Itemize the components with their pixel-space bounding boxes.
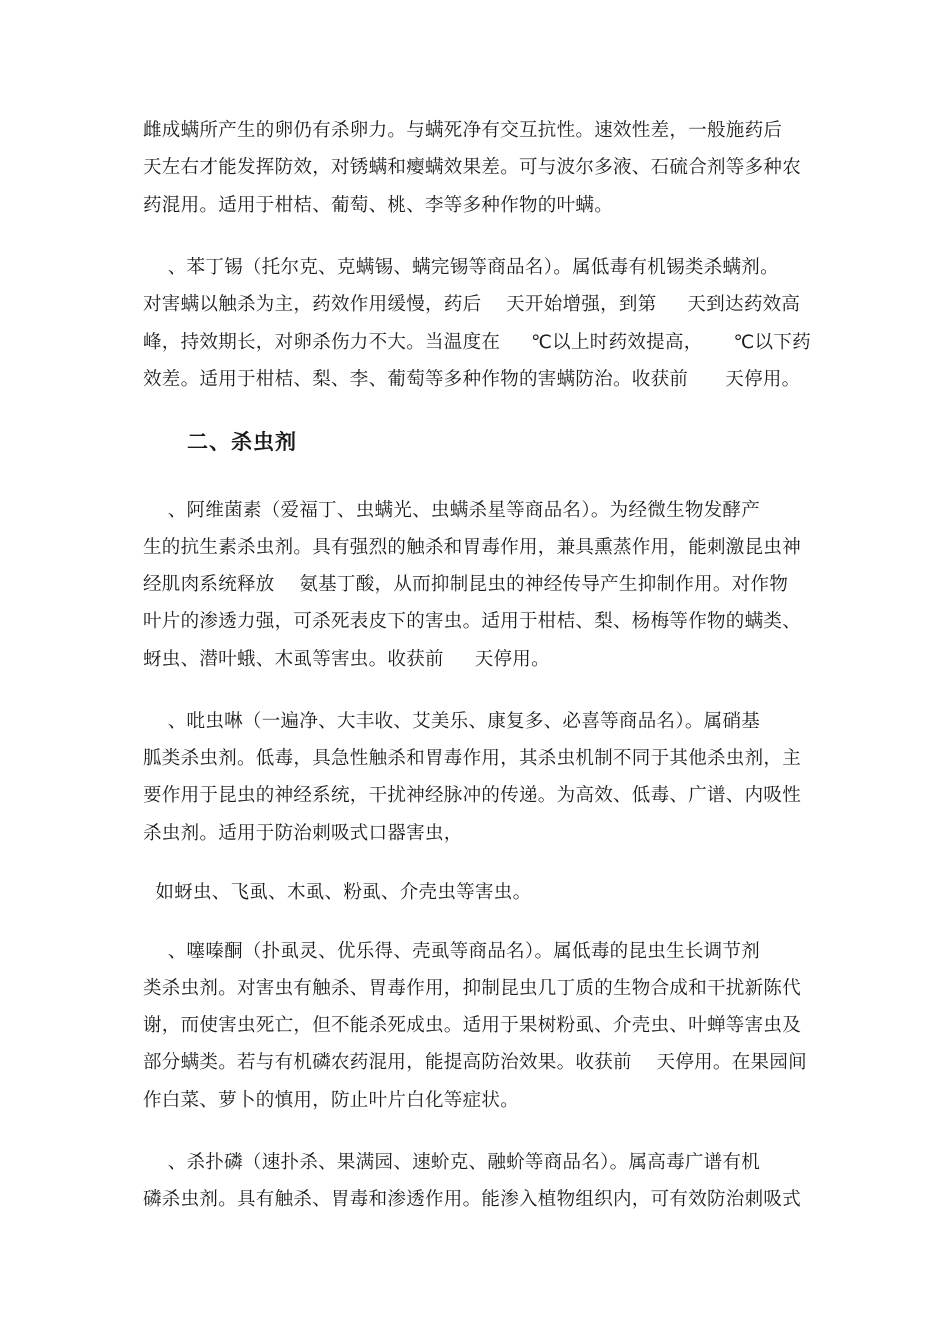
paragraph-1-line-1: 雌成螨所产生的卵仍有杀卵力。与螨死净有交互抗性。速效性差，一般施药后 xyxy=(143,120,783,141)
paragraph-6-line-3: 谢，而使害虫死亡，但不能杀死成虫。适用于果树粉虱、介壳虫、叶蝉等害虫及 xyxy=(143,1015,802,1036)
paragraph-7-line-1: 、杀扑磷（速扑杀、果满园、速蚧克、融蚧等商品名）。属高毒广谱有机 xyxy=(143,1152,761,1173)
paragraph-5-line-1: 如蚜虫、飞虱、木虱、粉虱、介壳虫等害虫。 xyxy=(143,882,532,903)
paragraph-6-line-1: 、噻嗪酮（扑虱灵、优乐得、壳虱等商品名）。属低毒的昆虫生长调节剂 xyxy=(143,941,761,962)
paragraph-3-line-5: 蚜虫、潜叶蛾、木虱等害虫。收获前 天停用。 xyxy=(143,649,550,670)
paragraph-3-line-4: 叶片的渗透力强，可杀死表皮下的害虫。适用于柑桔、梨、杨梅等作物的螨类、 xyxy=(143,611,802,632)
paragraph-1-line-3: 药混用。适用于柑桔、葡萄、桃、李等多种作物的叶螨。 xyxy=(143,195,614,216)
paragraph-4-line-4: 杀虫剂。适用于防治刺吸式口器害虫， xyxy=(143,823,463,844)
paragraph-7-line-2: 磷杀虫剂。具有触杀、胃毒和渗透作用。能渗入植物组织内，可有效防治刺吸式 xyxy=(143,1189,802,1210)
paragraph-1-line-2: 天左右才能发挥防效，对锈螨和瘿螨效果差。可与波尔多液、石硫合剂等多种农 xyxy=(143,157,802,178)
paragraph-3-line-2: 生的抗生素杀虫剂。具有强烈的触杀和胃毒作用，兼具熏蒸作用，能刺激昆虫神 xyxy=(143,537,802,558)
paragraph-3-line-1: 、阿维菌素（爱福丁、虫螨光、虫螨杀星等商品名）。为经微生物发酵产 xyxy=(143,500,761,521)
paragraph-4-line-3: 要作用于昆虫的神经系统，干扰神经脉冲的传递。为高效、低毒、广谱、内吸性 xyxy=(143,785,802,806)
paragraph-4-line-2: 胍类杀虫剂。低毒，具急性触杀和胃毒作用，其杀虫机制不同于其他杀虫剂，主 xyxy=(143,748,802,769)
paragraph-6-line-4: 部分螨类。若与有机磷农药混用，能提高防治效果。收获前 天停用。在果园间 xyxy=(143,1052,807,1073)
paragraph-2-line-4: 效差。适用于柑桔、梨、李、葡萄等多种作物的害螨防治。收获前 天停用。 xyxy=(143,369,801,390)
paragraph-2-line-3: 峰，持效期长，对卵杀伤力不大。当温度在 ℃以上时药效提高， ℃以下药 xyxy=(143,332,811,353)
paragraph-4-line-1: 、吡虫啉（一遍净、大丰收、艾美乐、康复多、必喜等商品名）。属硝基 xyxy=(143,711,761,732)
paragraph-6-line-5: 作白菜、萝卜的慎用，防止叶片白化等症状。 xyxy=(143,1090,520,1111)
paragraph-3-line-3: 经肌肉系统释放 氨基丁酸，从而抑制昆虫的神经传导产生抑制作用。对作物 xyxy=(143,574,789,595)
paragraph-6-line-2: 类杀虫剂。对害虫有触杀、胃毒作用，抑制昆虫几丁质的生物合成和干扰新陈代 xyxy=(143,978,802,999)
section-heading: 二、杀虫剂 xyxy=(187,430,297,454)
paragraph-2-line-2: 对害螨以触杀为主，药效作用缓慢，药后 天开始增强，到第 天到达药效高 xyxy=(143,294,801,315)
paragraph-2-line-1: 、苯丁锡（托尔克、克螨锡、螨完锡等商品名）。属低毒有机锡类杀螨剂。 xyxy=(143,257,779,278)
